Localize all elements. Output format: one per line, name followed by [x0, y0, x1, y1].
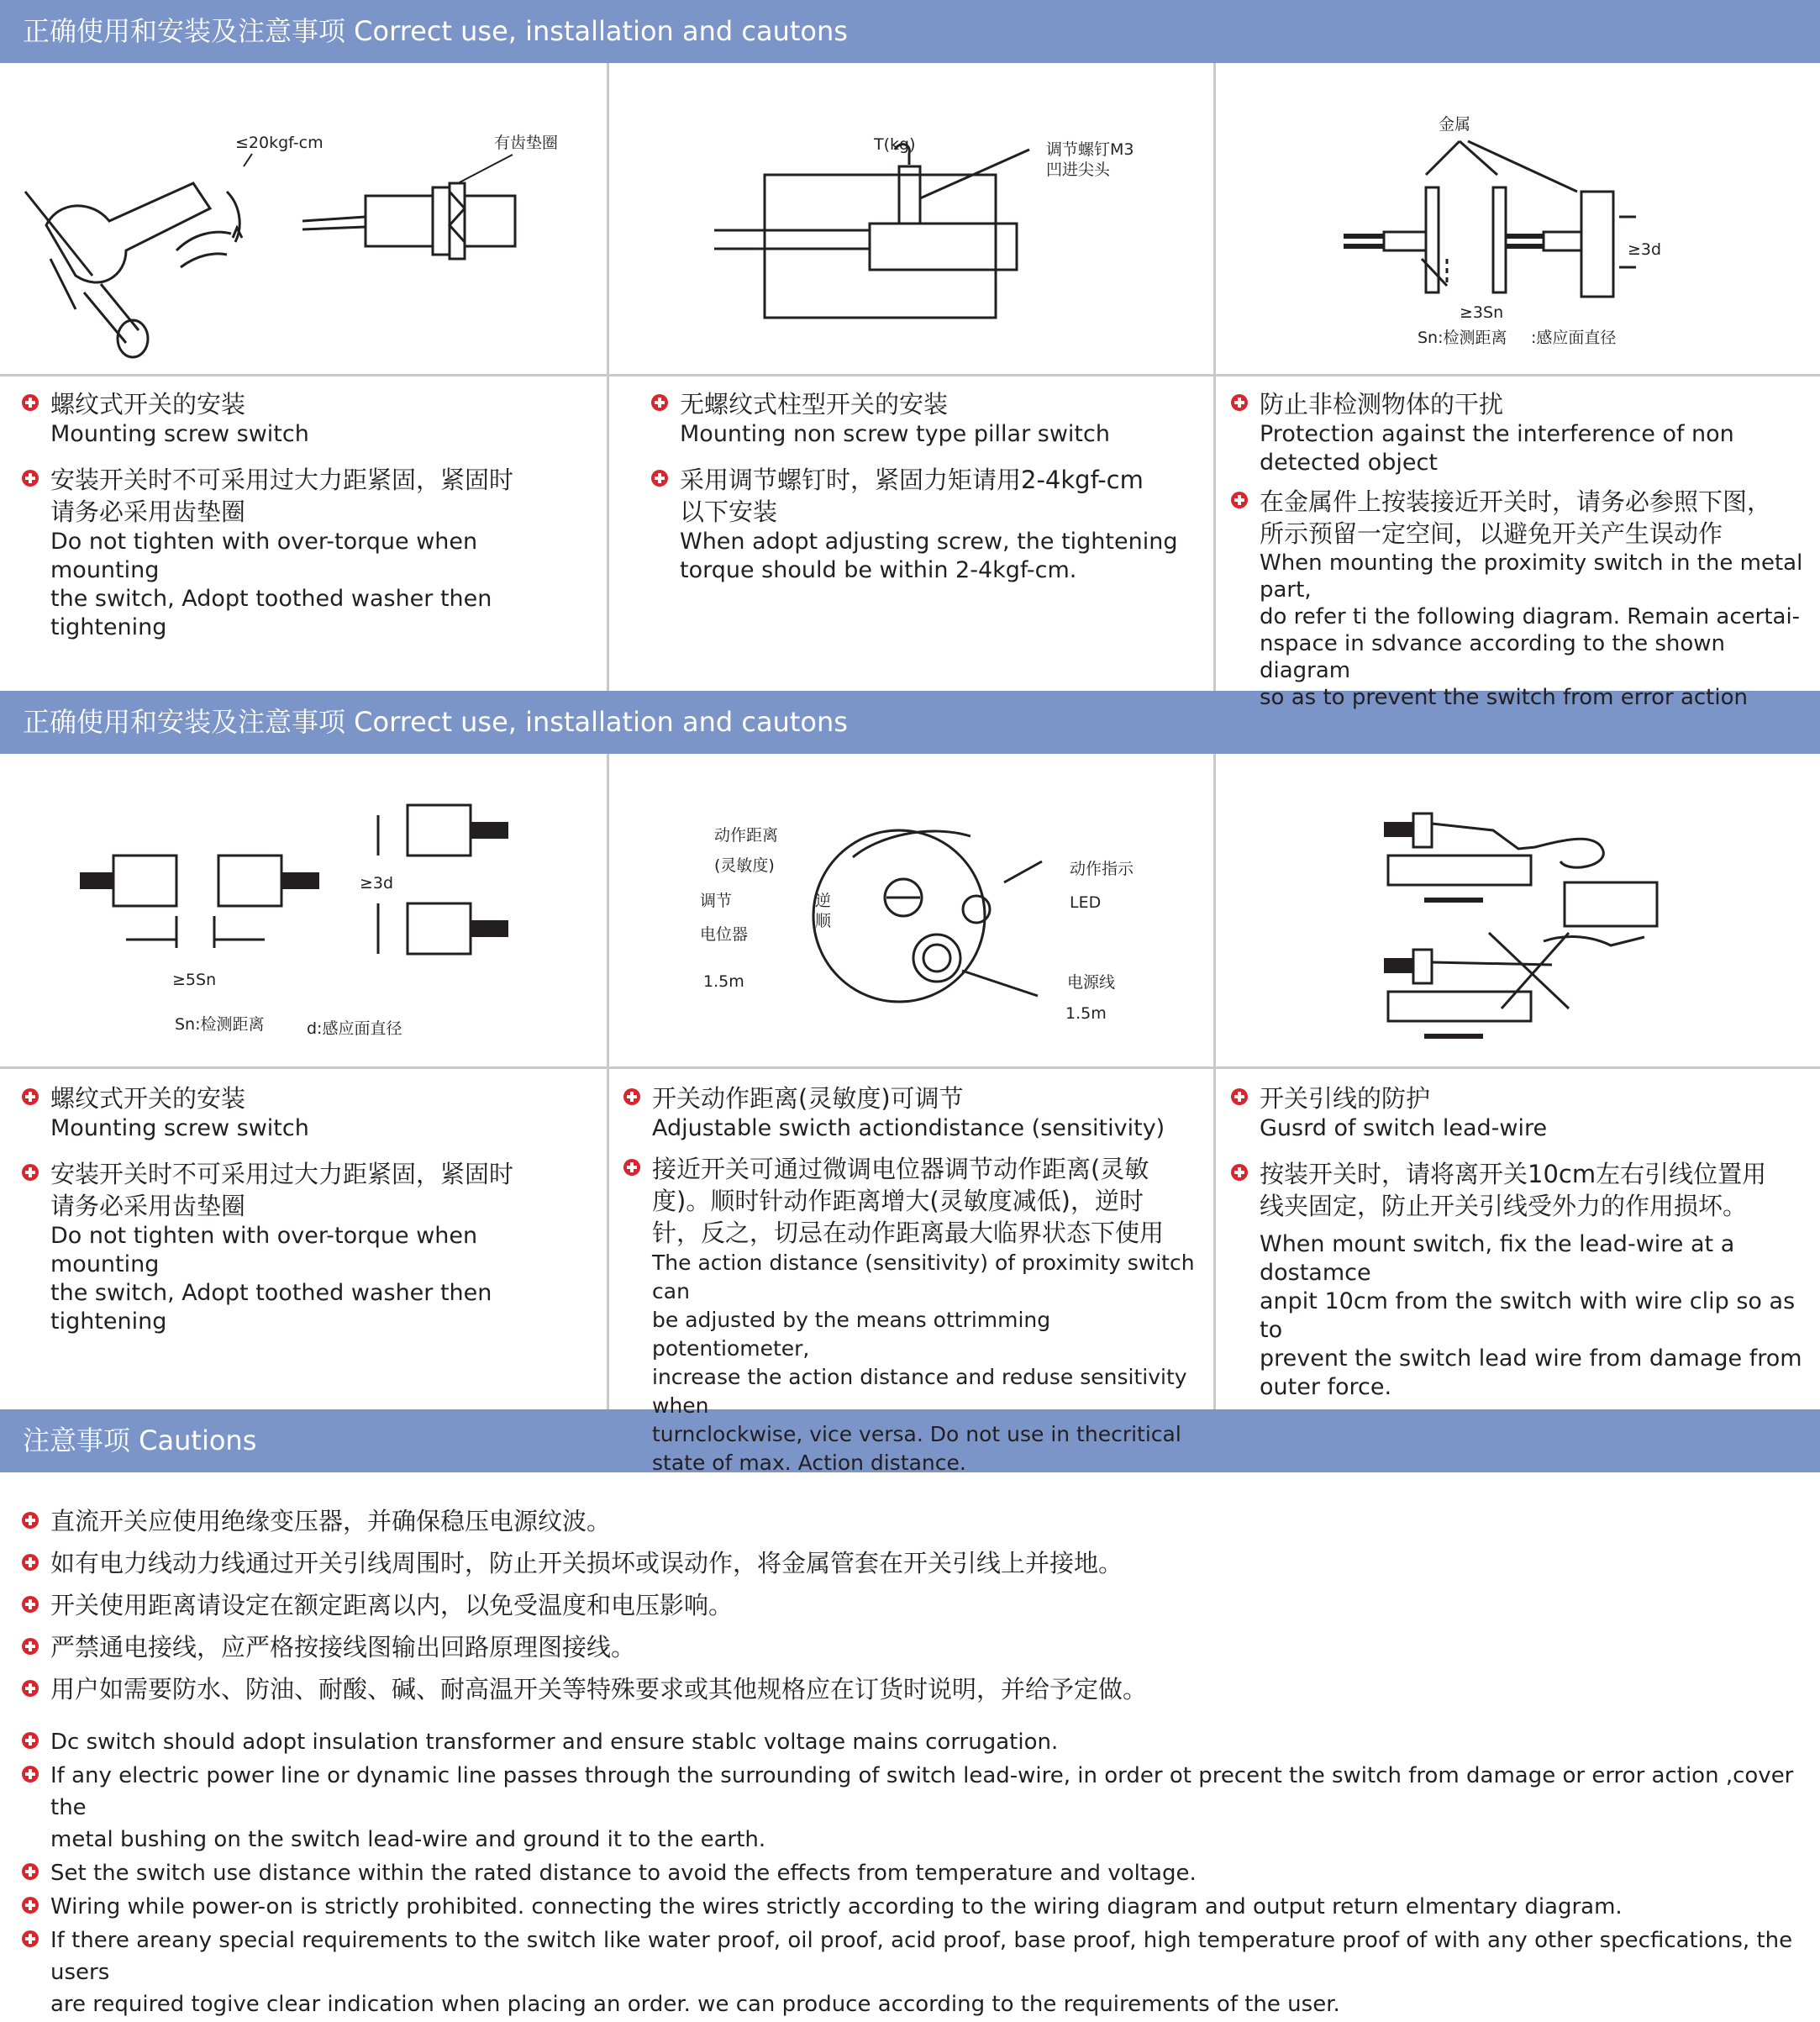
item-text-en: When adopt adjusting screw, the tightening	[680, 529, 1178, 555]
bullet-icon	[1231, 492, 1248, 508]
item-heading-en: Protection against the interference of non	[1260, 421, 1734, 447]
caution-en-text: metal bushing on the switch lead-wire and ground it to the earth.	[50, 1827, 766, 1852]
item-text-en: do refer ti the following diagram. Remain acertai-	[1260, 604, 1801, 629]
item-text-en: state of max. Action distance.	[652, 1451, 966, 1475]
bullet-item	[1231, 1158, 1811, 1402]
item-text-en: so as to prevent the switch from error action	[1260, 685, 1748, 710]
text-cell-5	[623, 1082, 1208, 1477]
item-text-zh: 度)。顺时针动作距离增大(灵敏度减低)，逆时	[652, 1187, 1144, 1215]
row-divider	[0, 374, 1820, 376]
text-cell-3	[1231, 388, 1811, 711]
bullet-icon	[623, 1088, 640, 1105]
item-text-zh: 请务必采用齿垫圈	[50, 498, 246, 526]
bullet-icon	[22, 1863, 39, 1880]
bullet-icon	[22, 1512, 39, 1529]
bullet-item	[651, 388, 1206, 449]
item-text-en: Do not tighten with over-torque when mounting	[50, 1223, 478, 1277]
figure-lead-wire	[1216, 756, 1818, 1064]
bullet-item	[1231, 1082, 1811, 1143]
caution-zh-text: 开关使用距离请设定在额定距离以内，以免受温度和电压影响。	[50, 1591, 734, 1619]
item-text-en: the switch, Adopt toothed washer then tightening	[50, 1280, 492, 1335]
bullet-icon	[22, 1897, 39, 1914]
caution-zh-text: 严禁通电接线，应严格按接线图输出回路原理图接线。	[50, 1633, 636, 1661]
text-cell-2	[651, 388, 1206, 585]
clearance-3sn-label: ≥3Sn	[1460, 303, 1504, 322]
item-heading-en: Adjustable swicth actiondistance (sensitivity)	[652, 1115, 1165, 1141]
item-text-zh: 线夹固定，防止开关引线受外力的作用损坏。	[1260, 1192, 1748, 1220]
caution-zh-item	[22, 1674, 1803, 1704]
caution-en-item	[22, 1925, 1803, 2020]
figure-switch-spacing	[0, 756, 605, 1064]
caution-zh-text: 用户如需要防水、防油、耐酸、碱、耐高温开关等特殊要求或其他规格应在订货时说明，并给予定做。	[50, 1675, 1148, 1703]
bullet-icon	[22, 1930, 39, 1947]
item-text-en: When mounting the proximity switch in the metal part,	[1260, 550, 1803, 603]
clearance-3d-label: ≥3d	[1628, 240, 1662, 259]
item-text-en: torque should be within 2-4kgf-cm.	[680, 557, 1077, 583]
potentiometer-label: 电位器	[700, 925, 749, 944]
caution-en-text: Set the switch use distance within the rated distance to avoid the effects from temperature and voltage.	[50, 1861, 1197, 1886]
bullet-item	[623, 1082, 1208, 1143]
led-label: LED	[1070, 893, 1102, 912]
bullet-item	[22, 1158, 593, 1336]
bullet-item	[22, 1082, 593, 1143]
caution-en-text: Dc switch should adopt insulation transformer and ensure stablc voltage mains corrugation.	[50, 1730, 1059, 1755]
item-heading-en: Gusrd of switch lead-wire	[1260, 1115, 1548, 1141]
bullet-icon	[651, 394, 668, 411]
figure-potentiometer	[609, 756, 1212, 1064]
cautions-en-list	[22, 1726, 1803, 2022]
bullet-icon	[22, 1596, 39, 1613]
text-cell-6	[1231, 1082, 1811, 1402]
figure-metal-clearance	[1216, 66, 1818, 371]
section-title: 正确使用和安装及注意事项 Correct use, installation and cautons	[23, 15, 848, 47]
item-heading-en: Mounting non screw type pillar switch	[680, 421, 1110, 447]
text-cell-4	[22, 1082, 593, 1336]
d-definition: d:感应面直径	[307, 1019, 402, 1038]
sensitivity-label: (灵敏度)	[714, 856, 775, 875]
bullet-item	[623, 1153, 1208, 1477]
bullet-icon	[22, 394, 39, 411]
screw-label-2: 凹进尖头	[1046, 161, 1111, 179]
bullet-icon	[22, 1638, 39, 1655]
bullet-icon	[22, 1766, 39, 1782]
item-heading-en: Mounting screw switch	[50, 1115, 309, 1141]
torque-label: ≤20kgf-cm	[235, 134, 323, 152]
section-title: 注意事项 Cautions	[23, 1424, 257, 1456]
item-heading-en: Mounting screw switch	[50, 421, 309, 447]
metal-label: 金属	[1439, 115, 1471, 134]
bullet-item	[22, 388, 593, 449]
item-text-en: prevent the switch lead wire from damage from	[1260, 1345, 1802, 1372]
section-title: 正确使用和安装及注意事项 Correct use, installation and cautons	[23, 706, 848, 738]
d-definition: :感应面直径	[1531, 329, 1617, 347]
figure-pillar-mounting	[609, 66, 1212, 371]
caution-en-item	[22, 1891, 1803, 1923]
item-text-zh: 安装开关时不可采用过大力距紧固，紧固时	[50, 1160, 514, 1188]
item-heading-zh: 螺纹式开关的安装	[50, 1084, 246, 1113]
item-text-en: When mount switch, fix the lead-wire at a dostamce	[1260, 1231, 1735, 1286]
bullet-icon	[22, 1680, 39, 1697]
item-text-en: outer force.	[1260, 1374, 1392, 1400]
caution-en-text: Wiring while power-on is strictly prohibited. connecting the wires strictly according to the wiring diagram and output return elmentary diagram.	[50, 1894, 1623, 1919]
bullet-icon	[651, 470, 668, 487]
caution-zh-item	[22, 1548, 1803, 1578]
caution-zh-item	[22, 1632, 1803, 1662]
indicator-label: 动作指示	[1070, 860, 1134, 878]
caution-en-text: If there areany special requirements to the switch like water proof, oil proof, acid proof, base proof, high temperature proof of with any other specfications, the users	[50, 1928, 1793, 1985]
t-kg-label: T(kg)	[874, 135, 916, 154]
figure-screw-mounting	[0, 66, 605, 371]
item-heading-zh: 防止非检测物体的干扰	[1260, 390, 1504, 419]
item-heading-zh: 无螺纹式柱型开关的安装	[680, 390, 949, 419]
bullet-item	[1231, 388, 1811, 477]
item-text-en: the switch, Adopt toothed washer then tightening	[50, 586, 492, 640]
item-text-en: increase the action distance and reduse sensitivity when	[652, 1365, 1187, 1418]
bullet-icon	[22, 1164, 39, 1181]
item-text-zh: 在金属件上按装接近开关时，请务必参照下图，	[1260, 487, 1772, 516]
caution-en-item	[22, 1760, 1803, 1856]
cautions-zh-list	[22, 1506, 1803, 1716]
bullet-icon	[22, 470, 39, 487]
action-distance-label: 动作距离	[714, 826, 779, 845]
washer-label: 有齿垫圈	[494, 134, 559, 152]
item-text-zh: 安装开关时不可采用过大力距紧固，紧固时	[50, 466, 514, 494]
item-heading-zh: 开关动作距离(灵敏度)可调节	[652, 1084, 964, 1113]
caution-en-text: If any electric power line or dynamic line passes through the surrounding of switch lead-wire, in order ot precent the switch from damage or error action ,cover the	[50, 1763, 1794, 1820]
section-header-1	[0, 0, 1820, 63]
bullet-icon	[623, 1159, 640, 1176]
bullet-icon	[22, 1554, 39, 1571]
screw-label-1: 调节螺钉M3	[1046, 140, 1134, 159]
cw-label: 顺	[815, 912, 832, 930]
spacing-5sn-label: ≥5Sn	[172, 971, 217, 989]
text-cell-1	[22, 388, 593, 642]
bullet-item	[651, 464, 1206, 585]
item-text-en: anpit 10cm from the switch with wire clip so as to	[1260, 1288, 1796, 1343]
caution-en-text: are required togive clear indication when placing an order. we can produce according to the requirements of the user.	[50, 1992, 1340, 2017]
item-text-zh: 采用调节螺钉时，紧固力矩请用2-4kgf-cm	[680, 466, 1144, 494]
item-heading-en: detected object	[1260, 450, 1438, 476]
ccw-label: 逆	[815, 892, 832, 910]
length-left-label: 1.5m	[703, 972, 744, 991]
item-text-zh: 所示预留一定空间，以避免开关产生误动作	[1260, 519, 1723, 548]
item-text-zh: 接近开关可通过微调电位器调节动作距离(灵敏	[652, 1155, 1149, 1183]
caution-zh-item	[22, 1506, 1803, 1536]
item-text-zh: 以下安装	[680, 498, 778, 526]
caution-en-item	[22, 1857, 1803, 1889]
cable-label: 电源线	[1067, 973, 1116, 992]
item-text-en: turnclockwise, vice versa. Do not use in thecritical	[652, 1422, 1181, 1446]
length-right-label: 1.5m	[1065, 1004, 1107, 1023]
caution-en-item	[22, 1726, 1803, 1758]
bullet-icon	[1231, 1088, 1248, 1105]
item-text-zh: 针，反之，切忌在动作距离最大临界状态下使用	[652, 1219, 1165, 1247]
sn-definition: Sn:检测距离	[175, 1015, 265, 1034]
adjust-label: 调节	[700, 892, 733, 910]
bullet-icon	[1231, 1164, 1248, 1181]
caution-zh-item	[22, 1590, 1803, 1620]
item-heading-zh: 螺纹式开关的安装	[50, 390, 246, 419]
bullet-item	[22, 464, 593, 642]
sn-definition: Sn:检测距离	[1418, 329, 1507, 347]
item-text-zh: 请务必采用齿垫圈	[50, 1192, 246, 1220]
bullet-icon	[1231, 394, 1248, 411]
item-text-en: be adjusted by the means ottrimming potentiometer,	[652, 1308, 1051, 1361]
item-text-en: Do not tighten with over-torque when mounting	[50, 529, 478, 583]
bullet-item	[1231, 486, 1811, 711]
item-text-en: nspace in sdvance according to the shown diagram	[1260, 631, 1725, 683]
row-divider	[0, 1066, 1820, 1069]
bullet-icon	[22, 1732, 39, 1749]
caution-zh-text: 直流开关应使用绝缘变压器，并确保稳压电源纹波。	[50, 1507, 612, 1535]
item-text-en: The action distance (sensitivity) of proximity switch can	[652, 1251, 1195, 1303]
item-heading-zh: 开关引线的防护	[1260, 1084, 1431, 1113]
item-text-zh: 按装开关时，请将离开关10cm左右引线位置用	[1260, 1160, 1767, 1188]
spacing-3d-label: ≥3d	[360, 874, 394, 893]
caution-zh-text: 如有电力线动力线通过开关引线周围时，防止开关损坏或误动作，将金属管套在开关引线上并接地。	[50, 1549, 1123, 1577]
bullet-icon	[22, 1088, 39, 1105]
